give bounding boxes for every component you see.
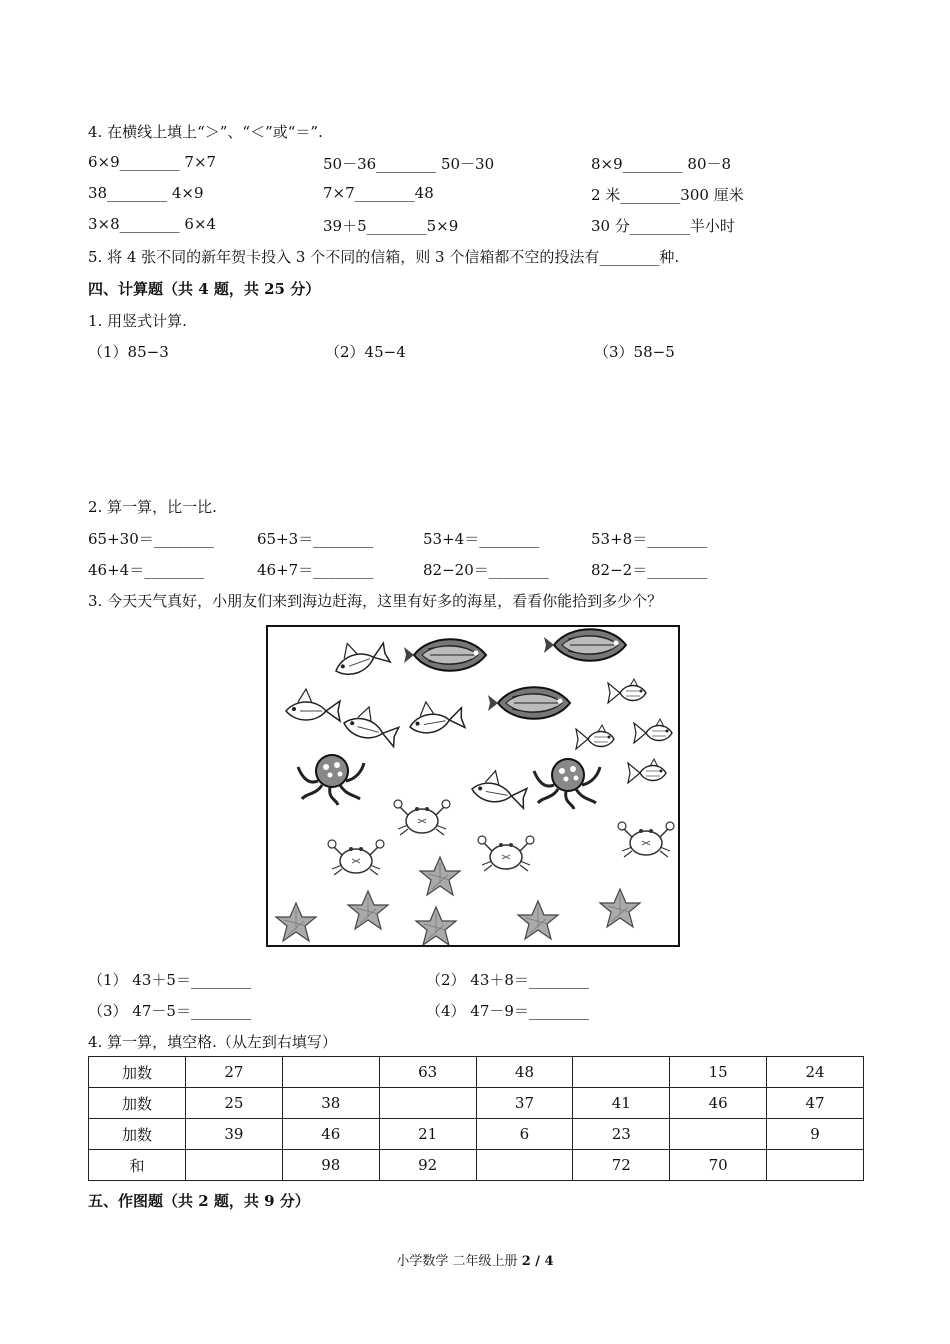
footer-subject: 小学数学 二年级上册 (396, 1254, 518, 1269)
table-cell: 15 (670, 1057, 767, 1088)
starfish-icon (416, 907, 456, 945)
compare-item: 30 分________半小时 (591, 217, 735, 235)
table-cell: 98 (282, 1150, 379, 1181)
table-cell: 41 (573, 1088, 670, 1119)
table-cell: 39 (186, 1119, 283, 1150)
angelfish-icon (404, 639, 486, 671)
table-cell: 70 (670, 1150, 767, 1181)
q3-title: 3. 今天天气真好，小朋友们来到海边赶海，这里有好多的海星，看看你能拾到多少个？ (88, 592, 663, 610)
calc-item: 46+4＝________ (88, 561, 205, 579)
table-cell: 37 (476, 1088, 573, 1119)
calc-item: 65+3＝________ (257, 530, 374, 548)
compare-item: 8×9________ 80－8 (591, 155, 732, 173)
calc-item: 82−2＝________ (591, 561, 708, 579)
vertical-calc-item: （3）58−5 (594, 343, 675, 361)
angelfish-icon (544, 629, 626, 661)
crab-icon (328, 840, 384, 875)
row-header: 加数 (89, 1088, 186, 1119)
table-cell: 72 (573, 1150, 670, 1181)
section4-heading: 四、计算题（共 4 题，共 25 分） (88, 280, 321, 298)
calc-item: 53+8＝________ (591, 530, 708, 548)
vertical-calc-item: （1）85−3 (88, 343, 169, 361)
table-row (89, 1057, 864, 1088)
compare-item: 50－36________ 50－30 (323, 155, 495, 173)
table-cell: 47 (767, 1088, 864, 1119)
page-footer (0, 1250, 950, 1269)
addition-table (88, 1056, 864, 1181)
starfish-icon (420, 857, 460, 895)
table-cell: 46 (282, 1119, 379, 1150)
table-cell (282, 1057, 379, 1088)
compare-item: 6×9________ 7×7 (88, 153, 217, 171)
table-cell: 6 (476, 1119, 573, 1150)
fish-icon (328, 632, 390, 681)
table-cell (670, 1119, 767, 1150)
crab-icon (394, 800, 450, 835)
table-cell (767, 1150, 864, 1181)
q3-item: （2） 43＋8＝________ (426, 971, 589, 989)
q4-title: 4. 在横线上填上“＞”、“＜”或“＝”. (88, 123, 323, 141)
vertical-calc-item: （2）45−4 (325, 343, 406, 361)
fish-icon (286, 689, 340, 721)
starfish-icon (348, 891, 388, 929)
calc-item: 65+30＝________ (88, 530, 214, 548)
q3-item: （4） 47－9＝________ (426, 1002, 589, 1020)
table-cell (476, 1150, 573, 1181)
q3-item: （1） 43＋5＝________ (88, 971, 251, 989)
row-header: 和 (89, 1150, 186, 1181)
octopus-icon (534, 759, 600, 809)
compare-item: 3×8________ 6×4 (88, 215, 217, 233)
compare-item: 38________ 4×9 (88, 184, 204, 202)
starfish-icon (600, 889, 640, 927)
q3-item: （3） 47－5＝________ (88, 1002, 251, 1020)
footer-separator: / (530, 1254, 545, 1269)
section5-heading: 五、作图题（共 2 题，共 9 分） (88, 1192, 310, 1210)
fish-icon (341, 702, 401, 747)
table-row (89, 1088, 864, 1119)
table-cell: 48 (476, 1057, 573, 1088)
angelfish-icon (488, 687, 570, 719)
fish-icon (406, 696, 465, 737)
crab-icon (618, 822, 674, 857)
beach-scene-picture (266, 625, 680, 947)
footer-page-number: 2 (521, 1254, 531, 1269)
goldfish-icon (576, 725, 614, 749)
compare-item: 39＋5________5×9 (323, 217, 459, 235)
calc-item: 82−20＝________ (423, 561, 549, 579)
table-row (89, 1150, 864, 1181)
starfish-icon (276, 903, 316, 941)
starfish-icon (518, 901, 558, 939)
calc-item: 53+4＝________ (423, 530, 540, 548)
q4-table-title: 4. 算一算，填空格.（从左到右填写） (88, 1033, 337, 1051)
table-cell: 63 (379, 1057, 476, 1088)
table-cell: 92 (379, 1150, 476, 1181)
q1-title: 1. 用竖式计算. (88, 312, 187, 330)
table-cell: 25 (186, 1088, 283, 1119)
table-cell (573, 1057, 670, 1088)
compare-item: 2 米________300 厘米 (591, 186, 744, 204)
table-cell: 27 (186, 1057, 283, 1088)
table-cell (186, 1150, 283, 1181)
beach-scene-svg (268, 627, 678, 945)
table-row (89, 1119, 864, 1150)
octopus-icon (298, 755, 364, 805)
footer-total-pages: 4 (544, 1254, 554, 1269)
goldfish-icon (608, 679, 646, 703)
row-header: 加数 (89, 1057, 186, 1088)
q2-title: 2. 算一算，比一比. (88, 498, 217, 516)
q5-text: 5. 将 4 张不同的新年贺卡投入 3 个不同的信箱，则 3 个信箱都不空的投法有________种. (88, 248, 680, 266)
calc-item: 46+7＝________ (257, 561, 374, 579)
table-cell: 24 (767, 1057, 864, 1088)
goldfish-icon (628, 759, 666, 783)
table-cell: 23 (573, 1119, 670, 1150)
compare-item: 7×7________48 (323, 184, 434, 202)
goldfish-icon (634, 719, 672, 743)
table-cell: 21 (379, 1119, 476, 1150)
crab-icon (478, 836, 534, 871)
table-cell: 46 (670, 1088, 767, 1119)
table-cell: 9 (767, 1119, 864, 1150)
row-header: 加数 (89, 1119, 186, 1150)
table-cell (379, 1088, 476, 1119)
fish-icon (470, 767, 529, 808)
table-cell: 38 (282, 1088, 379, 1119)
